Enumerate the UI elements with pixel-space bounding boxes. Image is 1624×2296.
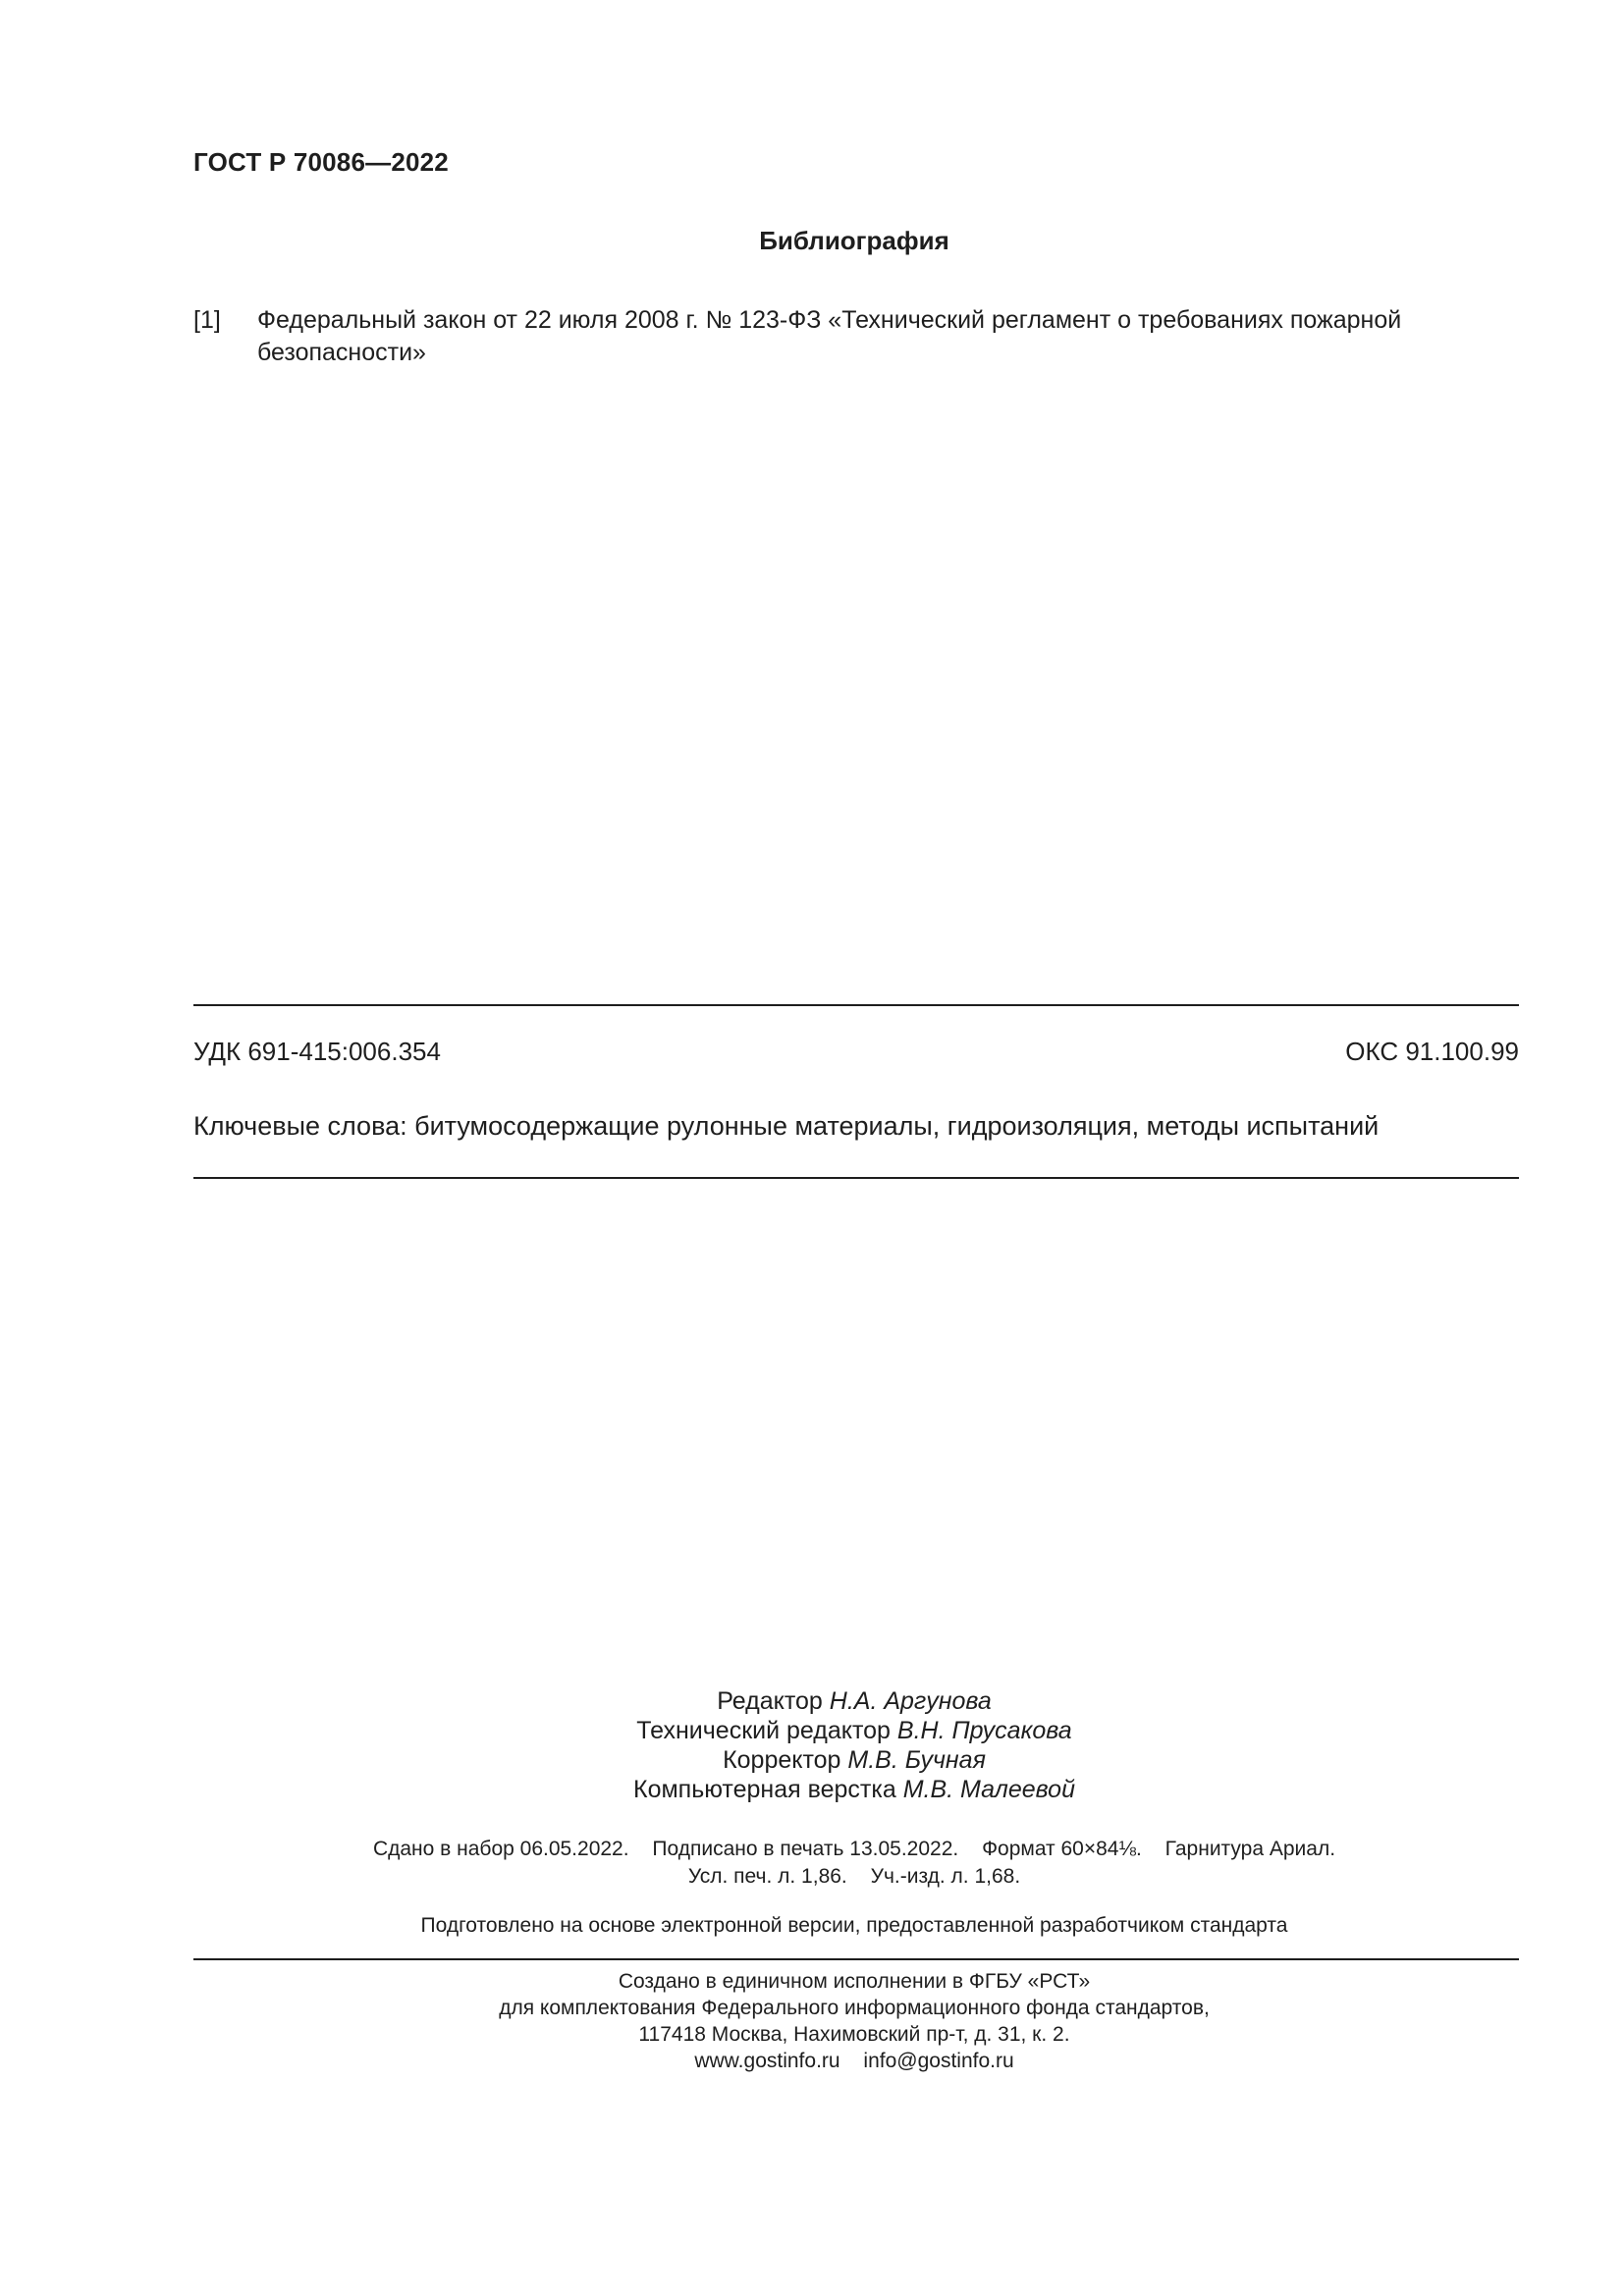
print-sheets: Усл. печ. л. 1,86. — [687, 1865, 847, 1888]
divider-bottom — [193, 1177, 1519, 1179]
credit-role: Компьютерная верстка — [633, 1776, 896, 1803]
publisher-address: 117418 Москва, Нахимовский пр-т, д. 31, к. 2. — [638, 2023, 1070, 2046]
credit-name: М.В. Бучная — [847, 1746, 986, 1774]
bibliography-entry-number: [1] — [193, 306, 221, 334]
oks-code: ОКС 91.100.99 — [1345, 1037, 1519, 1066]
publisher-line: для комплектования Федерального информационного фонда стандартов, — [499, 1997, 1210, 2019]
credit-technical-editor — [0, 1716, 1624, 1745]
credit-role: Корректор — [723, 1746, 841, 1774]
keywords: Ключевые слова: битумосодержащие рулонные материалы, гидроизоляция, методы испытаний — [193, 1111, 1380, 1141]
udc-code: УДК 691-415:006.354 — [193, 1037, 441, 1066]
divider-publisher — [193, 1958, 1519, 1960]
publisher-block — [0, 1968, 1624, 2074]
credit-role: Редактор — [717, 1687, 823, 1715]
print-format: Формат 60×84⅛. — [982, 1838, 1142, 1860]
credits-block — [0, 1686, 1624, 1804]
credit-name: В.Н. Прусакова — [896, 1717, 1072, 1744]
credit-name: Н.А. Аргунова — [829, 1687, 992, 1715]
publisher-line: Создано в единичном исполнении в ФГБУ «РСТ» — [618, 1970, 1091, 1993]
document-header: ГОСТ Р 70086—2022 — [193, 147, 449, 177]
credit-name: М.В. Малеевой — [902, 1776, 1075, 1803]
print-submitted: Сдано в набор 06.05.2022. — [372, 1838, 629, 1860]
credit-proofreader — [0, 1745, 1624, 1775]
publisher-email-link[interactable]: info@gostinfo.ru — [863, 2050, 1014, 2072]
print-info — [0, 1836, 1624, 1891]
credit-layout — [0, 1775, 1624, 1804]
credit-editor — [0, 1686, 1624, 1716]
bibliography-entry — [193, 304, 1519, 369]
prepared-note: Подготовлено на основе электронной версии, предоставленной разработчиком стандарта — [420, 1914, 1288, 1937]
publisher-website-link[interactable]: www.gostinfo.ru — [694, 2050, 840, 2072]
section-title: Библиография — [759, 226, 949, 255]
publisher-sheets: Уч.-изд. л. 1,68. — [870, 1865, 1021, 1888]
bibliography-entry-text: Федеральный закон от 22 июля 2008 г. № 123-ФЗ «Технический регламент о требованиях пожарной безопасности» — [257, 306, 1402, 366]
print-signed: Подписано в печать 13.05.2022. — [652, 1838, 959, 1860]
print-typeface: Гарнитура Ариал. — [1164, 1838, 1336, 1860]
credit-role: Технический редактор — [636, 1717, 891, 1744]
divider-top — [193, 1004, 1519, 1006]
